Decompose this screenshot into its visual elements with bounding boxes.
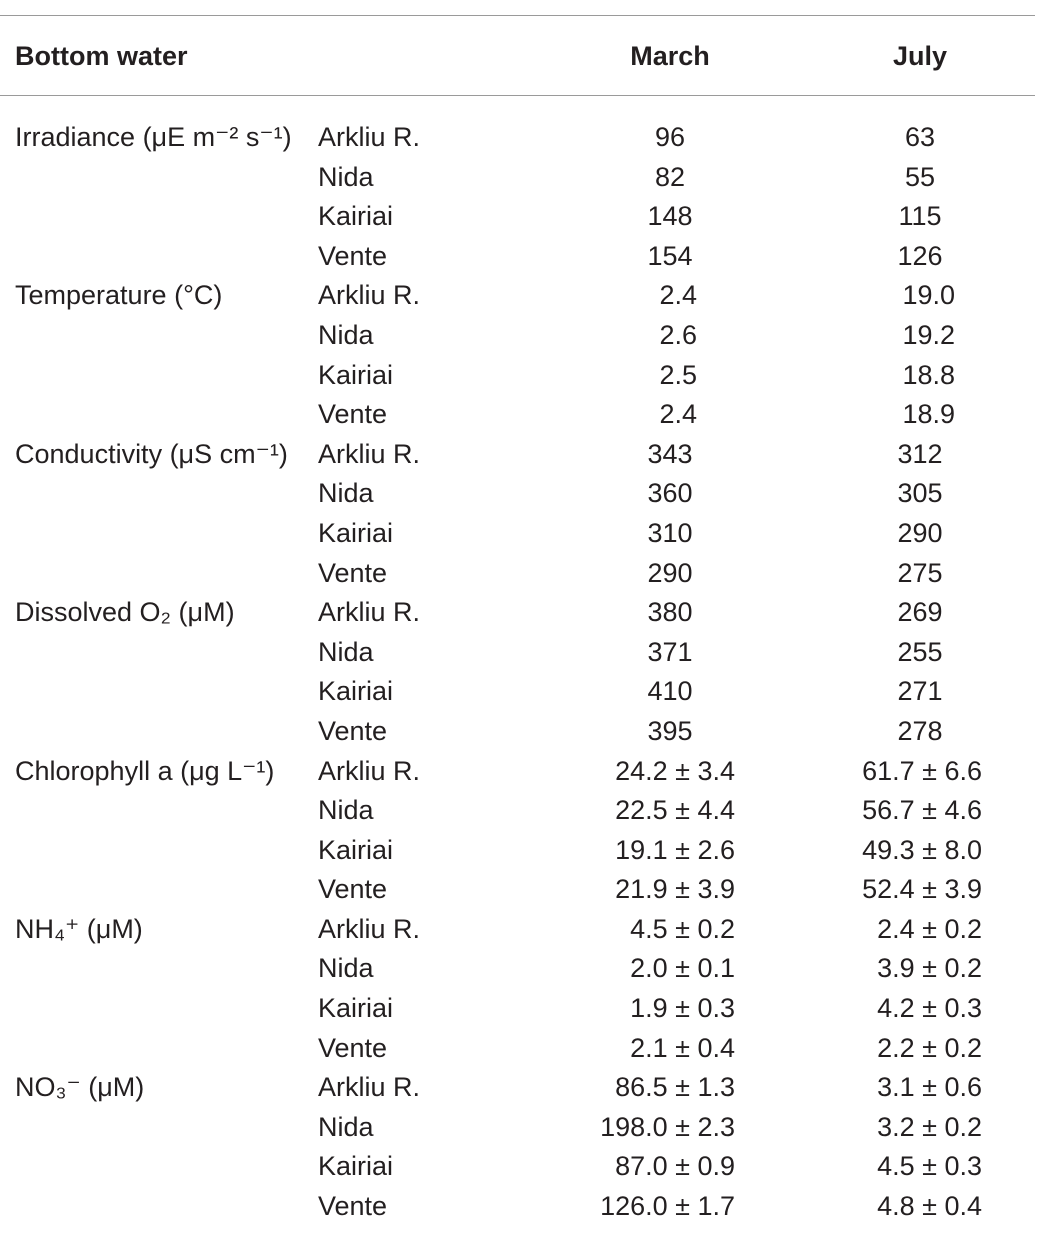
table-row	[0, 435, 1051, 475]
table-row	[0, 316, 1051, 356]
site-label: Nida	[318, 319, 374, 350]
march-value: 2.4	[659, 280, 697, 311]
july-value: 56.7 ± 4.6	[862, 795, 982, 826]
march-value: 86.5 ± 1.3	[615, 1072, 735, 1103]
site-label: Arkliu R.	[318, 280, 421, 311]
site-label: Nida	[318, 953, 374, 984]
july-value: 52.4 ± 3.9	[862, 874, 982, 905]
table-row	[0, 158, 1051, 198]
march-value: 148	[647, 201, 693, 232]
march-value: 371	[647, 636, 693, 667]
march-value: 96	[654, 122, 686, 152]
july-value: 3.9 ± 0.2	[877, 953, 982, 984]
march-value: 343	[647, 438, 693, 469]
site-label: Vente	[318, 715, 388, 746]
march-value: 380	[647, 597, 693, 628]
march-value: 154	[647, 240, 693, 271]
july-value: 3.1 ± 0.6	[877, 1072, 982, 1103]
march-value: 2.1 ± 0.4	[630, 1032, 735, 1063]
table-row	[0, 356, 1051, 396]
parameter-label: NO₃⁻ (μM)	[15, 1072, 145, 1103]
july-value: 305	[897, 478, 943, 509]
july-value: 2.2 ± 0.2	[877, 1032, 982, 1063]
table-row	[0, 752, 1051, 792]
march-value: 410	[647, 676, 693, 707]
table-row	[0, 1108, 1051, 1148]
table-row	[0, 1068, 1051, 1108]
parameter-label: Irradiance (μE m⁻² s⁻¹)	[15, 122, 292, 152]
july-value: 63	[904, 122, 936, 152]
table-row	[0, 831, 1051, 871]
header-bottom-water: Bottom water	[15, 41, 188, 71]
site-label: Nida	[318, 161, 374, 192]
july-value: 2.4 ± 0.2	[877, 913, 982, 944]
march-value: 1.9 ± 0.3	[630, 993, 735, 1024]
table-row	[0, 276, 1051, 316]
site-label: Arkliu R.	[318, 122, 421, 152]
table-row	[0, 118, 1051, 158]
header-july: July	[892, 41, 948, 71]
table-row	[0, 633, 1051, 673]
site-label: Kairiai	[318, 517, 394, 548]
july-value: 18.8	[902, 359, 955, 390]
parameter-label: Dissolved O₂ (μM)	[15, 597, 235, 628]
july-value: 18.9	[902, 399, 955, 430]
table-row	[0, 514, 1051, 554]
site-label: Kairiai	[318, 1151, 394, 1182]
site-label: Vente	[318, 240, 388, 271]
july-value: 271	[897, 676, 943, 707]
site-label: Kairiai	[318, 676, 394, 707]
parameter-label: Temperature (°C)	[15, 280, 223, 311]
site-label: Kairiai	[318, 359, 394, 390]
july-value: 312	[897, 438, 943, 469]
table-row	[0, 870, 1051, 910]
july-value: 4.8 ± 0.4	[877, 1191, 982, 1222]
july-value: 278	[897, 715, 943, 746]
table-row	[0, 395, 1051, 435]
header-march: March	[630, 41, 710, 71]
march-value: 4.5 ± 0.2	[630, 913, 735, 944]
site-label: Arkliu R.	[318, 597, 421, 628]
site-label: Arkliu R.	[318, 1072, 421, 1103]
parameter-label: Chlorophyll a (μg L⁻¹)	[15, 755, 275, 786]
site-label: Vente	[318, 1032, 388, 1063]
table-row	[0, 1187, 1051, 1227]
site-label: Kairiai	[318, 993, 394, 1024]
july-value: 269	[897, 597, 943, 628]
march-value: 2.4	[659, 399, 697, 430]
site-label: Nida	[318, 1111, 374, 1142]
site-label: Vente	[318, 1191, 388, 1222]
table-row	[0, 949, 1051, 989]
site-label: Arkliu R.	[318, 755, 421, 786]
march-value: 198.0 ± 2.3	[600, 1111, 735, 1142]
table-row	[0, 712, 1051, 752]
march-value: 87.0 ± 0.9	[615, 1151, 735, 1182]
march-value: 395	[647, 715, 693, 746]
march-value: 2.6	[659, 319, 697, 350]
table-row	[0, 791, 1051, 831]
march-value: 2.5	[659, 359, 697, 390]
march-value: 310	[647, 517, 693, 548]
march-value: 19.1 ± 2.6	[615, 834, 735, 865]
site-label: Nida	[318, 795, 374, 826]
table-row	[0, 1029, 1051, 1069]
march-value: 82	[654, 161, 686, 192]
table-row	[0, 237, 1051, 277]
july-value: 115	[898, 201, 942, 232]
july-value: 4.2 ± 0.3	[877, 993, 982, 1024]
table-row	[0, 593, 1051, 633]
site-label: Vente	[318, 874, 388, 905]
march-value: 24.2 ± 3.4	[615, 755, 735, 786]
site-label: Kairiai	[318, 201, 394, 232]
july-value: 290	[897, 517, 943, 548]
table-row	[0, 1147, 1051, 1187]
table-row	[0, 474, 1051, 514]
table-row	[0, 672, 1051, 712]
july-value: 126	[897, 240, 943, 271]
march-value: 21.9 ± 3.9	[615, 874, 735, 905]
site-label: Nida	[318, 478, 374, 509]
table-row	[0, 554, 1051, 594]
table-body	[0, 118, 1051, 1227]
march-value: 360	[647, 478, 693, 509]
july-value: 55	[904, 161, 936, 192]
site-label: Vente	[318, 557, 388, 588]
july-value: 49.3 ± 8.0	[862, 834, 982, 865]
july-value: 4.5 ± 0.3	[877, 1151, 982, 1182]
parameter-label: NH₄⁺ (μM)	[15, 913, 143, 944]
july-value: 275	[897, 557, 943, 588]
site-label: Kairiai	[318, 834, 394, 865]
march-value: 22.5 ± 4.4	[615, 795, 735, 826]
header-rule	[0, 95, 1035, 96]
site-label: Arkliu R.	[318, 913, 421, 944]
site-label: Vente	[318, 399, 388, 430]
table-row	[0, 989, 1051, 1029]
july-value: 255	[897, 636, 943, 667]
july-value: 61.7 ± 6.6	[862, 755, 982, 786]
july-value: 3.2 ± 0.2	[877, 1111, 982, 1142]
july-value: 19.2	[902, 319, 955, 350]
parameter-label: Conductivity (μS cm⁻¹)	[15, 438, 288, 469]
top-rule	[0, 15, 1035, 16]
site-label: Nida	[318, 636, 374, 667]
march-value: 126.0 ± 1.7	[600, 1191, 735, 1222]
table-row	[0, 197, 1051, 237]
table-row	[0, 910, 1051, 950]
march-value: 2.0 ± 0.1	[630, 953, 735, 984]
july-value: 19.0	[902, 280, 955, 311]
march-value: 290	[647, 557, 693, 588]
site-label: Arkliu R.	[318, 438, 421, 469]
